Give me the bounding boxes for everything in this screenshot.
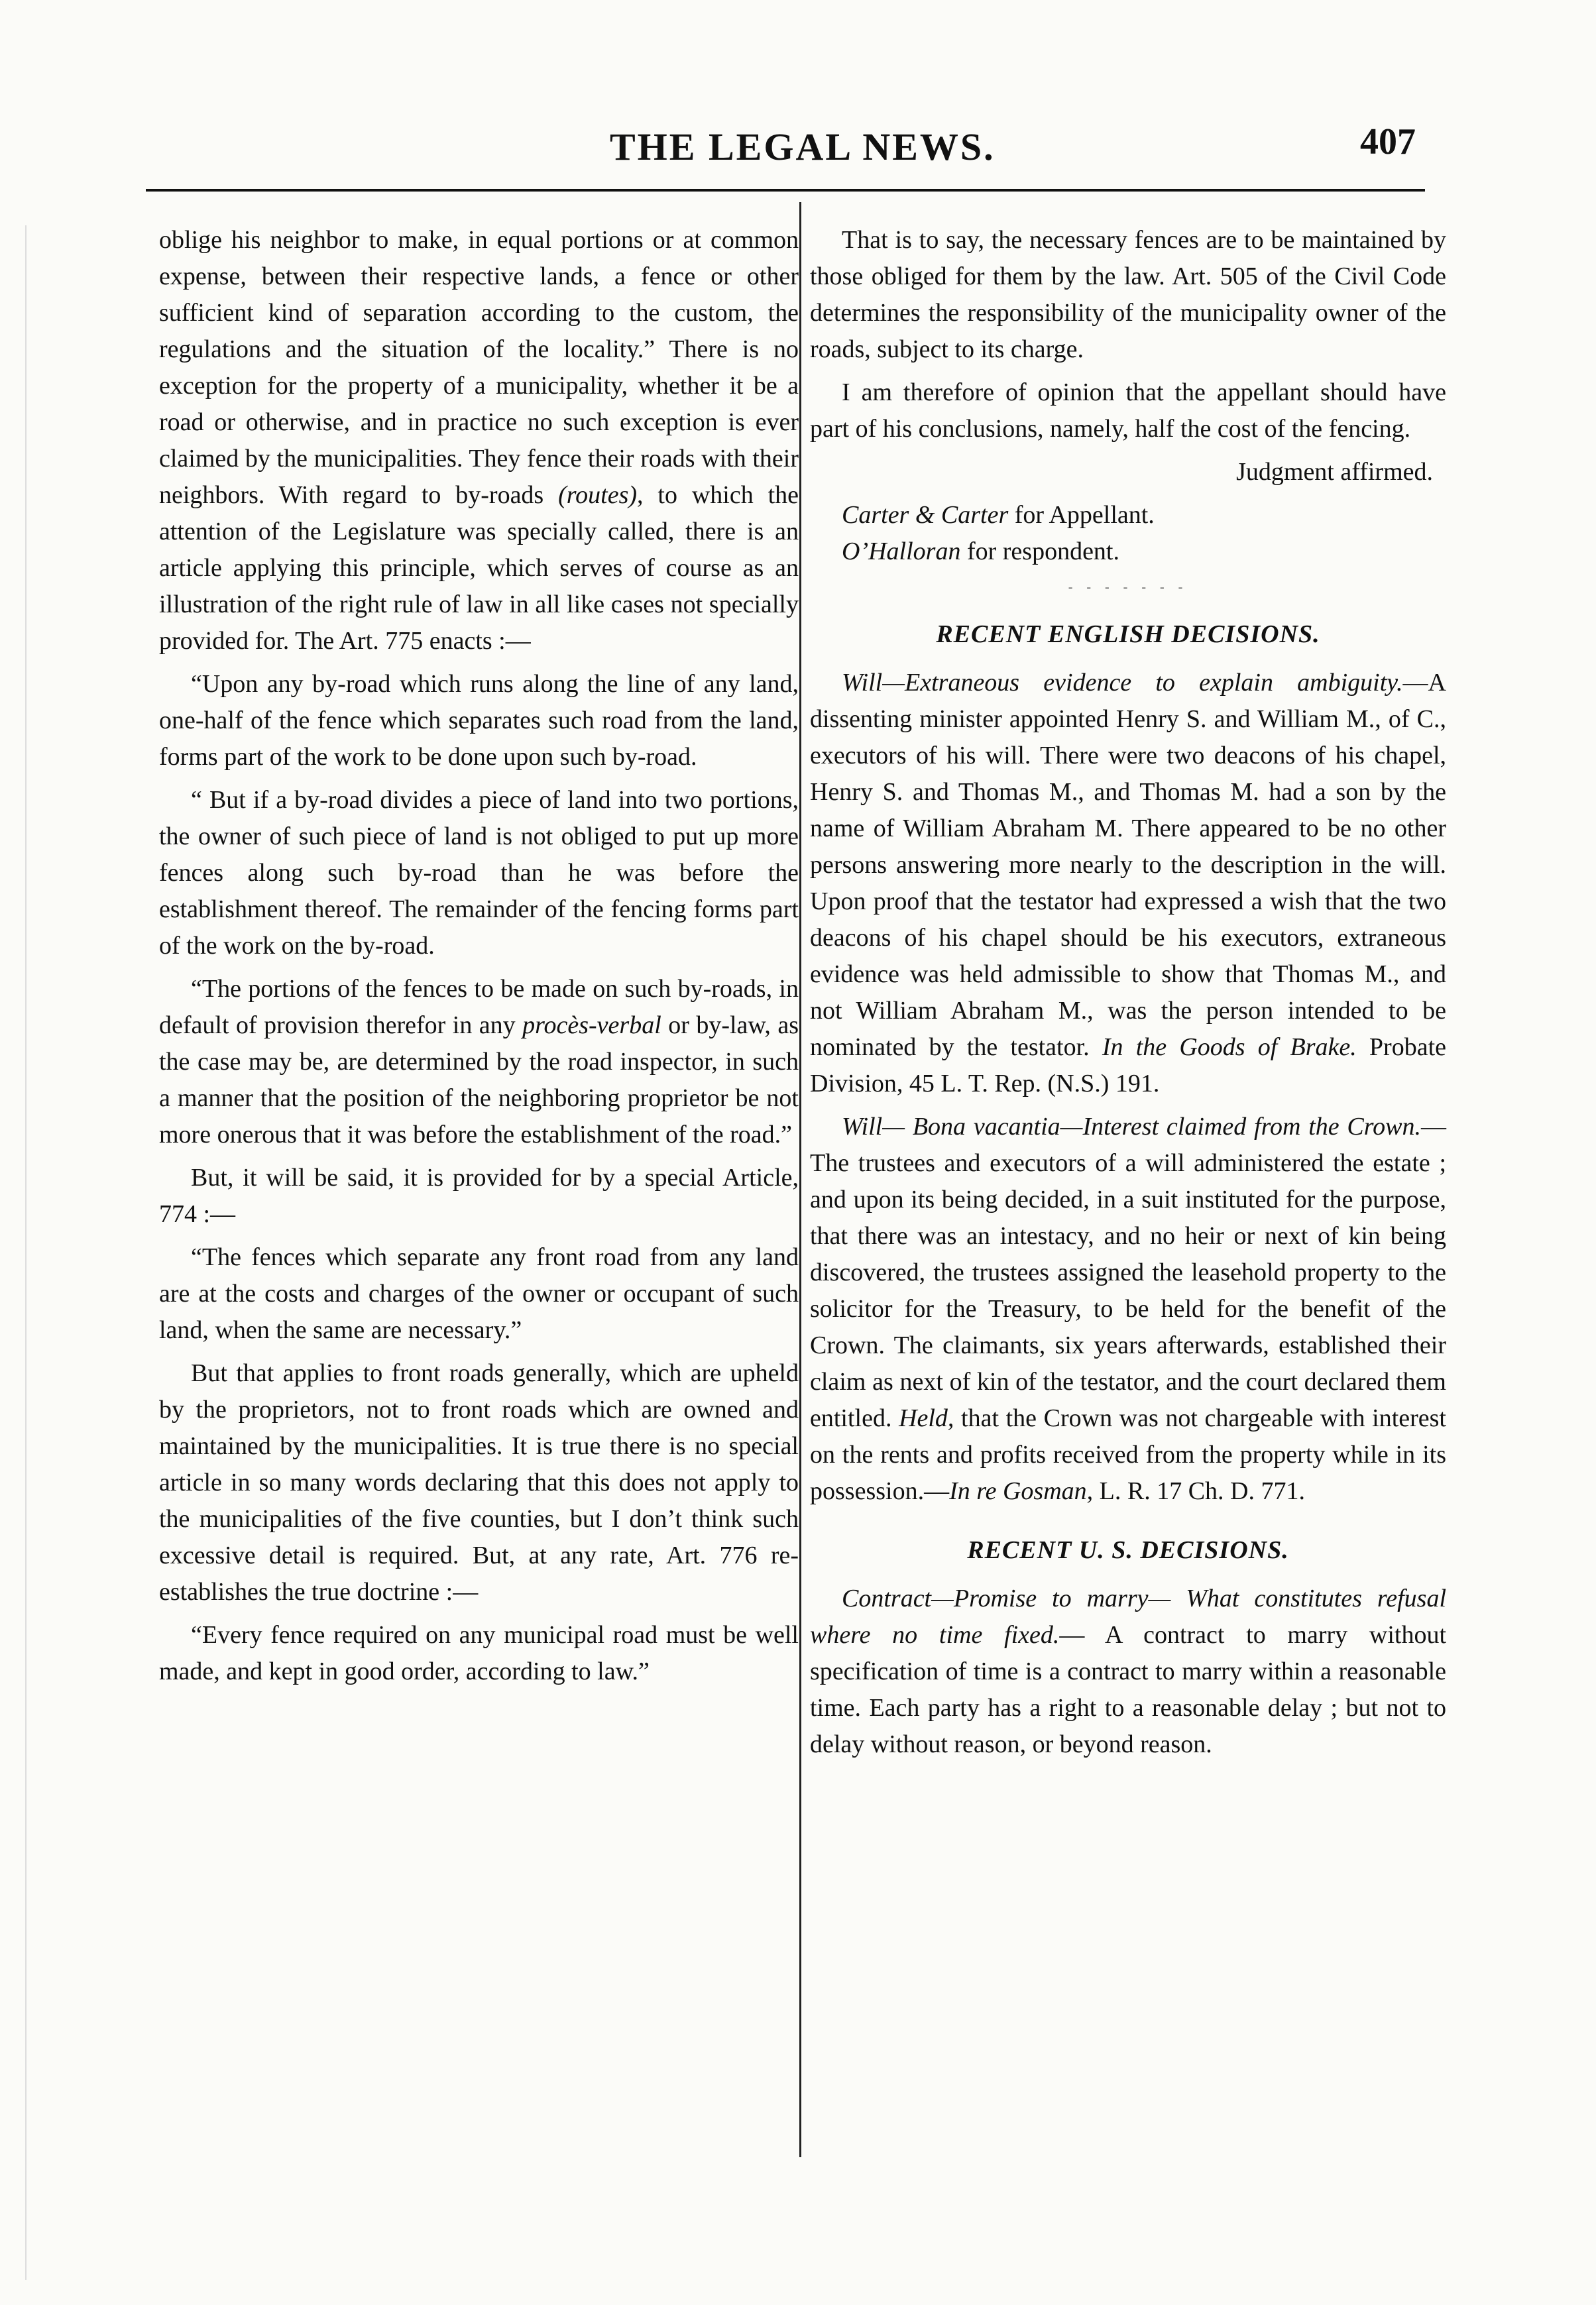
running-header	[0, 121, 1596, 178]
column-divider	[799, 202, 801, 2157]
page-edge-shadow	[25, 225, 27, 2280]
journal-title: THE LEGAL NEWS.	[610, 125, 996, 168]
case-paragraph: Contract—Promise to marry— What constitutes refusal where no time fixed.— A contract to marry without specification of time is a contract to marry within a reasonable time. Each party has a right to a reasonable delay ; but not to delay without reason, or beyond reason.	[810, 1585, 1446, 1758]
quote-paragraph: “The portions of the fences to be made on such by-roads, in default of provision therefor in any procès-verbal or by-law, as the case may be, are determined by the road inspector, in such a manner that the position of the neighboring proprietor be not more onerous that it was before the establishment of the road.”	[159, 975, 799, 1149]
page-number: 407	[1360, 121, 1416, 162]
paragraph: But that applies to front roads generally, which are upheld by the proprietors, not to front roads which are owned and maintained by the municipalities. It is true there is no special article in so many words declaring that this does not apply to the municipalities of the five counties, but I don’t think such excessive detail is required. But, at any rate, Art. 776 re-establishes the true doctrine :—	[159, 1359, 799, 1606]
counsel-appellant: Carter & Carter for Appellant.	[842, 501, 1155, 529]
quote-paragraph: “The fences which separate any front road from any land are at the costs and charges of the owner or occupant of such land, when the same are necessary.”	[159, 1243, 799, 1344]
section-title-us: RECENT U. S. DECISIONS.	[967, 1536, 1289, 1564]
left-column	[159, 222, 799, 1697]
header-rule	[146, 189, 1425, 192]
counsel-respondent: O’Halloran for respondent.	[842, 537, 1119, 565]
quote-paragraph: “Upon any by-road which runs along the line of any land, one-half of the fence which separates such road from the land, forms part of the work to be done upon such by-road.	[159, 670, 799, 771]
paragraph: oblige his neighbor to make, in equal portions or at common expense, between their respective lands, a fence or other sufficient kind of separation according to the custom, the regulations and the situation of the locality.” There is no exception for the property of a municipality, whether it be a road or otherwise, and in practice no such exception is ever claimed by the municipalities. They fence their roads with their neighbors. With regard to by-roads (routes), to which the attention of the Legislature was specially called, there is an article applying this principle, which serves of course as an illustration of the right rule of law in all like cases not specially provided for. The Art. 775 enacts :—	[159, 226, 799, 655]
judgment-line: Judgment affirmed.	[1236, 458, 1433, 486]
right-column	[810, 222, 1446, 1770]
section-divider: - - - - - - -	[1068, 580, 1188, 594]
quote-paragraph: “Every fence required on any municipal road must be well made, and kept in good order, according to law.”	[159, 1621, 799, 1685]
section-title-english: RECENT ENGLISH DECISIONS.	[936, 620, 1320, 648]
case-paragraph: Will—Extraneous evidence to explain ambiguity.—A dissenting minister appointed Henry S. and William M., of C., executors of his will. There were two deacons of his chapel, Henry S. and Thomas M., and Thomas M. had a son by the name of William Abraham M. There appeared to be no other persons answering more nearly to the description in the will. Upon proof that the testator had expressed a wish that the two deacons of his chapel should be his executors, extraneous evidence was held admissible to show that Thomas M., and not William Abraham M., was the person intended to be nominated by the testator. In the Goods of Brake. Probate Division, 45 L. T. Rep. (N.S.) 191.	[810, 669, 1447, 1097]
paragraph: I am therefore of opinion that the appellant should have part of his conclusions, namely, half the cost of the fencing.	[810, 378, 1446, 443]
paragraph: But, it will be said, it is provided for by a special Article, 774 :—	[159, 1164, 799, 1228]
paragraph: That is to say, the necessary fences are to be maintained by those obliged for them by the law. Art. 505 of the Civil Code determines the responsibility of the municipality owner of the roads, subject to its charge.	[810, 226, 1446, 363]
case-paragraph: Will— Bona vacantia—Interest claimed from the Crown.—The trustees and executors of a will administered the estate ; and upon its being decided, in a suit instituted for the purpose, that there was an intestacy, and no heir or next of kin being discovered, the trustees assigned the leasehold property to the solicitor for the Treasury, to be held for the benefit of the Crown. The claimants, six years afterwards, established their claim as next of kin of the testator, and the court declared them entitled. Held, that the Crown was not chargeable with interest on the rents and profits received from the property while in its possession.—In re Gosman, L. R. 17 Ch. D. 771.	[810, 1113, 1446, 1505]
quote-paragraph: “ But if a by-road divides a piece of land into two portions, the owner of such piece of land is not obliged to put up more fences along such by-road than he was before the establishment thereof. The remainder of the fencing forms part of the work on the by-road.	[159, 786, 799, 960]
